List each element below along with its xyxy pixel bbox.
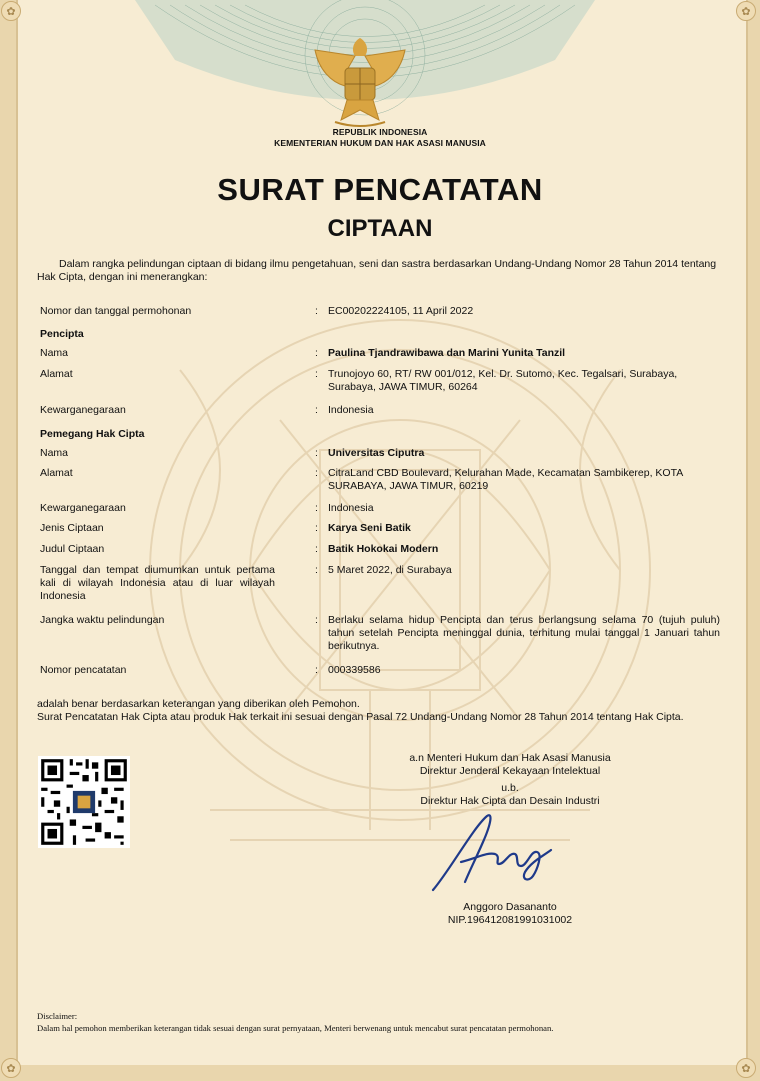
field-colon: : [315, 347, 318, 359]
field-colon: : [315, 368, 318, 380]
field-colon: : [315, 305, 318, 317]
field-label: Kewarganegaraan [40, 404, 126, 416]
header-ministry: KEMENTERIAN HUKUM DAN HAK ASASI MANUSIA [274, 138, 486, 148]
field-label: Nama [40, 447, 69, 459]
field-colon: : [315, 522, 318, 534]
closing-statement: adalah benar berdasarkan keterangan yang diberikan oleh Pemohon. [37, 698, 360, 710]
signature-director: Direktur Hak Cipta dan Desain Industri [420, 795, 600, 807]
field-label: Alamat [40, 467, 73, 479]
field-value: Karya Seni Batik [328, 522, 411, 534]
field-value: Trunojoyo 60, RT/ RW 001/012, Kel. Dr. Sutomo, Kec. Tegalsari, Surabaya, Surabaya, JAWA TIMUR, 60264 [328, 368, 678, 393]
header-country: REPUBLIK INDONESIA [332, 127, 428, 137]
field-colon: : [315, 467, 318, 479]
field-value: Paulina Tjandrawibawa dan Marini Yunita Tanzil [328, 347, 566, 359]
document-title: SURAT PENCATATAN [217, 172, 543, 207]
corner-ornament-bottom-left: ✿ [1, 1058, 21, 1078]
section-pemegang: Pemegang Hak Cipta [40, 428, 145, 440]
disclaimer-heading: Disclaimer: [37, 1011, 78, 1021]
corner-ornament-bottom-right: ✿ [736, 1058, 756, 1078]
field-value: Indonesia [328, 404, 374, 416]
field-colon: : [315, 404, 318, 416]
field-colon: : [315, 564, 318, 576]
signature-ub: u.b. [501, 782, 519, 794]
field-colon: : [315, 543, 318, 555]
field-label: Nomor pencatatan [40, 664, 127, 676]
field-label: Judul Ciptaan [40, 543, 105, 555]
signatory-name: Anggoro Dasananto [463, 901, 557, 913]
field-label: Jangka waktu pelindungan [40, 614, 165, 626]
field-colon: : [315, 502, 318, 514]
document-subtitle: CIPTAAN [327, 215, 433, 242]
handwritten-signature [425, 810, 555, 900]
corner-ornament-top-left: ✿ [1, 1, 21, 21]
garuda-emblem [305, 30, 415, 130]
field-colon: : [315, 664, 318, 676]
intro-paragraph: Dalam rangka pelindungan ciptaan di bidang ilmu pengetahuan, seni dan sastra berdasarkan Undang-Undang Nomor 28 Tahun 2014 tentang Hak Cipta, dengan ini menerangkan: [37, 258, 717, 283]
field-value: EC00202224105, 11 April 2022 [328, 305, 474, 317]
field-value: Indonesia [328, 502, 374, 514]
section-pencipta: Pencipta [40, 328, 84, 340]
field-value: Universitas Ciputra [328, 447, 425, 459]
signatory-nip: NIP.196412081991031002 [447, 914, 573, 926]
corner-ornament-top-right: ✿ [736, 1, 756, 21]
field-colon: : [315, 614, 318, 626]
field-value: 000339586 [328, 664, 381, 676]
disclaimer-text: Dalam hal pemohon memberikan keterangan tidak sesuai dengan surat pernyataan, Menteri berwenang untuk mencabut surat pencatatan permohonan. [37, 1023, 554, 1033]
field-label: Jenis Ciptaan [40, 522, 104, 534]
qr-code[interactable] [38, 756, 130, 848]
field-value: CitraLand CBD Boulevard, Kelurahan Made, Kecamatan Sambikerep, KOTA SURABAYA, JAWA TIMUR, 60219 [328, 467, 683, 492]
field-value: Berlaku selama hidup Pencipta dan terus berlangsung selama 70 (tujuh puluh) tahun setelah Pencipta meninggal dunia, terhitung mulai tanggal 1 Januari tahun berikutnya. [328, 614, 720, 652]
field-value: 5 Maret 2022, di Surabaya [328, 564, 452, 576]
field-colon: : [315, 447, 318, 459]
field-label: Alamat [40, 368, 73, 380]
signature-on-behalf: a.n Menteri Hukum dan Hak Asasi Manusia [409, 752, 611, 764]
field-label: Nomor dan tanggal permohonan [40, 305, 192, 317]
field-value: Batik Hokokai Modern [328, 543, 439, 555]
field-label: Tanggal dan tempat diumumkan untuk pertama kali di wilayah Indonesia atau di luar wilayah Indonesia [40, 564, 275, 602]
closing-legal-basis: Surat Pencatatan Hak Cipta atau produk Hak terkait ini sesuai dengan Pasal 72 Undang-Undang Nomor 28 Tahun 2014 tentang Hak Cipta. [37, 711, 684, 723]
field-label: Kewarganegaraan [40, 502, 126, 514]
signature-director-general: Direktur Jenderal Kekayaan Intelektual [419, 765, 601, 777]
field-label: Nama [40, 347, 69, 359]
